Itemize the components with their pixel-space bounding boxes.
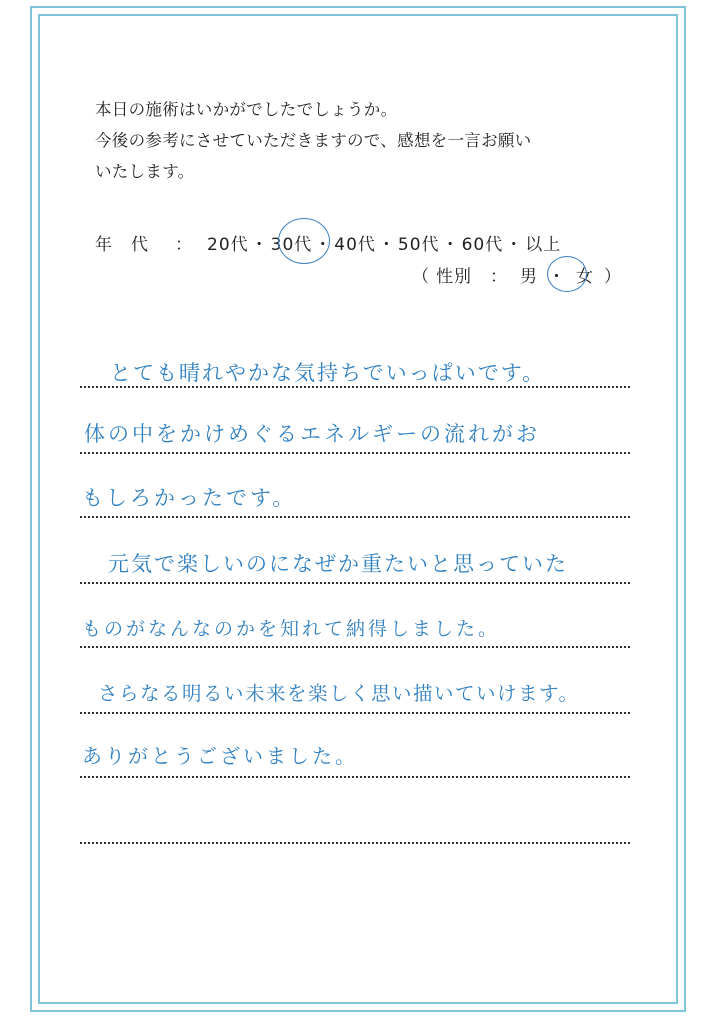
gender-colon: ：: [490, 267, 508, 287]
comment-line-3: もしろかったです。: [82, 486, 297, 510]
comment-line-6: さらなる明るい未来を楽しく思い描いていけます。: [98, 682, 580, 705]
survey-prompt: [95, 94, 655, 187]
age-separator: ・: [377, 235, 396, 255]
gender-open-paren: （: [412, 267, 430, 287]
writing-rule: [80, 452, 630, 454]
age-selector: [95, 230, 561, 255]
prompt-line-3: いたします。: [95, 162, 195, 181]
age-option-40s[interactable]: 40代: [334, 235, 376, 255]
gender-close-paren: ）: [604, 267, 622, 287]
age-separator: ・: [314, 235, 333, 255]
age-label: 年 代: [95, 235, 149, 255]
age-option-60s[interactable]: 60代: [461, 235, 504, 255]
gender-option-female[interactable]: 女: [576, 267, 594, 287]
age-option-50s[interactable]: 50代: [397, 235, 440, 255]
writing-rule: [80, 516, 630, 518]
writing-rule: [80, 646, 630, 648]
gender-label: 性別: [436, 267, 472, 287]
comment-line-2: 体の中をかけめぐるエネルギーの流れがお: [84, 422, 540, 446]
age-option-30s[interactable]: 30代: [270, 235, 313, 255]
age-separator: ・: [441, 235, 460, 255]
age-separator: ・: [505, 235, 524, 255]
gender-selector: [412, 262, 622, 287]
writing-rule: [80, 776, 630, 778]
gender-option-male[interactable]: 男: [520, 267, 538, 287]
comment-line-1: とても晴れやかな気持ちでいっぱいです。: [110, 361, 546, 385]
comment-line-7: ありがとうございました。: [82, 744, 358, 768]
writing-rule: [80, 842, 630, 844]
age-option-over[interactable]: 以上: [525, 235, 562, 255]
age-separator: ・: [250, 235, 269, 255]
comment-line-4: 元気で楽しいのになぜか重たいと思っていた: [108, 552, 568, 576]
prompt-line-2: 今後の参考にさせていただきますので、感想を一言お願い: [95, 131, 532, 150]
writing-rule: [80, 582, 630, 584]
gender-separator: ・: [548, 267, 566, 287]
writing-rule: [80, 712, 630, 714]
comment-line-5: ものがなんなのかを知れて納得しました。: [82, 618, 501, 640]
prompt-line-1: 本日の施術はいかがでしたでしょうか。: [95, 100, 398, 119]
age-option-20s[interactable]: 20代: [207, 235, 249, 255]
writing-rule: [80, 386, 630, 388]
age-colon: ：: [175, 235, 193, 255]
